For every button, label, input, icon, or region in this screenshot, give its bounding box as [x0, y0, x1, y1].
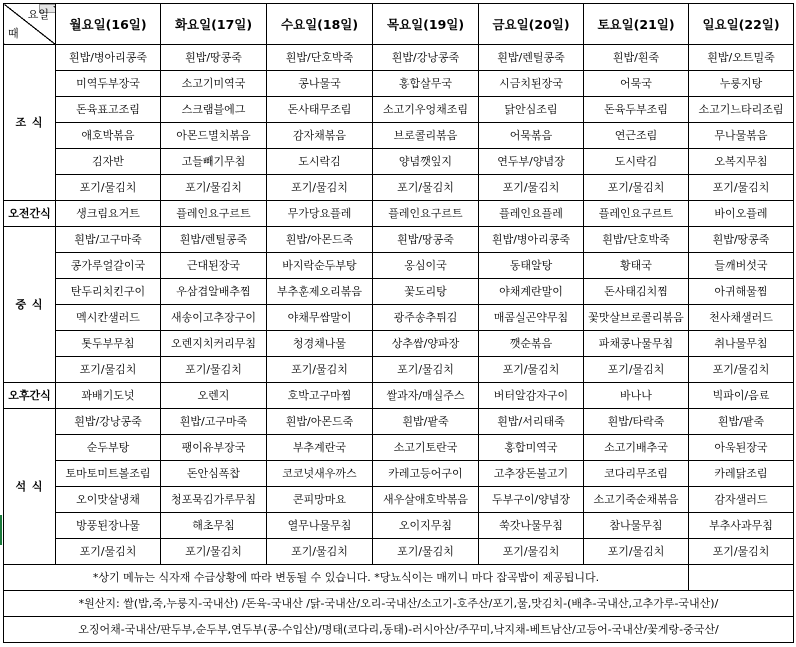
- menu-cell: 플레인요구르트: [161, 201, 267, 227]
- corner-meal-label: 때: [8, 27, 19, 40]
- note-row: [4, 565, 794, 591]
- menu-cell: 흰밥/병아리콩죽: [479, 227, 584, 253]
- menu-cell: 흰밥/강낭콩죽: [373, 45, 479, 71]
- menu-cell: 부추사과무침: [689, 513, 794, 539]
- menu-cell: 포기/물김치: [56, 539, 161, 565]
- menu-cell: 포기/물김치: [584, 357, 689, 383]
- empty-cell: [689, 565, 794, 591]
- menu-row: [4, 331, 794, 357]
- menu-cell: 스크램블에그: [161, 97, 267, 123]
- menu-cell: 김자반: [56, 149, 161, 175]
- origin-row: [4, 617, 794, 643]
- menu-cell: 버터알감자구이: [479, 383, 584, 409]
- menu-cell: 해초무침: [161, 513, 267, 539]
- menu-row: [4, 149, 794, 175]
- corner-header-cell: [4, 4, 56, 45]
- menu-cell: 흰밥/아몬드죽: [267, 227, 373, 253]
- menu-cell: 근대된장국: [161, 253, 267, 279]
- menu-cell: 동태알탕: [479, 253, 584, 279]
- menu-cell: 포기/물김치: [267, 175, 373, 201]
- menu-cell: 흰밥/오트밀죽: [689, 45, 794, 71]
- menu-cell: 흰밥/강낭콩죽: [56, 409, 161, 435]
- day-header: 월요일(16일): [56, 4, 161, 45]
- menu-cell: 탄두리치킨구이: [56, 279, 161, 305]
- menu-cell: 애호박볶음: [56, 123, 161, 149]
- menu-row: [4, 97, 794, 123]
- menu-cell: 닭안심조림: [479, 97, 584, 123]
- menu-cell: 소고기우엉채조림: [373, 97, 479, 123]
- day-header: 일요일(22일): [689, 4, 794, 45]
- menu-row: [4, 227, 794, 253]
- day-header: 금요일(20일): [479, 4, 584, 45]
- menu-cell: 무나물볶음: [689, 123, 794, 149]
- menu-cell: 오이맛살냉채: [56, 487, 161, 513]
- menu-cell: 흰밥/아몬드죽: [267, 409, 373, 435]
- menu-cell: 꽃도리탕: [373, 279, 479, 305]
- menu-cell: 돈사태무조림: [267, 97, 373, 123]
- menu-cell: 포기/물김치: [161, 539, 267, 565]
- menu-cell: 포기/물김치: [479, 539, 584, 565]
- menu-cell: 연근조림: [584, 123, 689, 149]
- menu-cell: 참나물무침: [584, 513, 689, 539]
- menu-cell: 포기/물김치: [584, 539, 689, 565]
- weekly-meal-table: [3, 3, 794, 643]
- menu-row: [4, 435, 794, 461]
- menu-row: [4, 279, 794, 305]
- menu-cell: 흰밥/단호박죽: [267, 45, 373, 71]
- day-header: 토요일(21일): [584, 4, 689, 45]
- menu-cell: 흰밥/고구마죽: [56, 227, 161, 253]
- menu-cell: 포기/물김치: [56, 175, 161, 201]
- origin-row: [4, 591, 794, 617]
- menu-cell: 포기/물김치: [689, 539, 794, 565]
- menu-cell: 돈사태김치찜: [584, 279, 689, 305]
- menu-cell: 포기/물김치: [373, 357, 479, 383]
- menu-cell: 매콤실곤약무침: [479, 305, 584, 331]
- menu-cell: 두부구이/양념장: [479, 487, 584, 513]
- menu-cell: 코코넛새우까스: [267, 461, 373, 487]
- menu-cell: 열무나물무침: [267, 513, 373, 539]
- menu-cell: 파채콩나물무침: [584, 331, 689, 357]
- menu-cell: 토마토미트볼조림: [56, 461, 161, 487]
- menu-cell: 콩나물국: [267, 71, 373, 97]
- origin-note-continued: 오징어채-국내산/판두부,순두부,연두부(콩-수입산)/명태(코다리,동태)-러시아산/주꾸미,낙지채-베트남산/고등어-국내산/꽃게랑-중국산/: [4, 617, 794, 643]
- menu-cell: 팽이유부장국: [161, 435, 267, 461]
- menu-cell: 누룽지탕: [689, 71, 794, 97]
- menu-cell: 오렌지치커리무침: [161, 331, 267, 357]
- menu-cell: 포기/물김치: [267, 357, 373, 383]
- menu-cell: 아욱된장국: [689, 435, 794, 461]
- menu-cell: 새우살애호박볶음: [373, 487, 479, 513]
- menu-cell: 우삼겹알배추찜: [161, 279, 267, 305]
- menu-cell: 흰밥/서리태죽: [479, 409, 584, 435]
- menu-cell: 흰밥/땅콩죽: [373, 227, 479, 253]
- menu-cell: 콩가루얼갈이국: [56, 253, 161, 279]
- menu-cell: 소고기토란국: [373, 435, 479, 461]
- menu-cell: 천사채샐러드: [689, 305, 794, 331]
- menu-cell: 꽈배기도넛: [56, 383, 161, 409]
- menu-cell: 흰밥/고구마죽: [161, 409, 267, 435]
- menu-row: [4, 409, 794, 435]
- menu-cell: 소고기죽순채볶음: [584, 487, 689, 513]
- menu-cell: 아귀해물찜: [689, 279, 794, 305]
- menu-cell: 카레닭조림: [689, 461, 794, 487]
- menu-cell: 빅파이/음료: [689, 383, 794, 409]
- meal-label: 석 식: [4, 409, 56, 565]
- menu-row: [4, 305, 794, 331]
- menu-cell: 돈육표고조림: [56, 97, 161, 123]
- menu-cell: 고추장돈불고기: [479, 461, 584, 487]
- menu-row: [4, 253, 794, 279]
- menu-cell: 방풍된장나물: [56, 513, 161, 539]
- menu-cell: 브로콜리볶음: [373, 123, 479, 149]
- menu-row: [4, 461, 794, 487]
- menu-cell: 새송이고추장구이: [161, 305, 267, 331]
- origin-note: *원산지: 쌀(밥,죽,누룽지-국내산) /돈육-국내산 /닭-국내산/오리-국내산/소고기-호주산/포기,물,맛김치-(배추-국내산,고추가루-국내산)/: [4, 591, 794, 617]
- menu-cell: 포기/물김치: [161, 357, 267, 383]
- menu-cell: 플레인요플레: [479, 201, 584, 227]
- menu-cell: 취나물무침: [689, 331, 794, 357]
- menu-cell: 홍합미역국: [479, 435, 584, 461]
- menu-cell: 고들빼기무침: [161, 149, 267, 175]
- menu-cell: 흰밥/땅콩죽: [689, 227, 794, 253]
- menu-cell: 콘피망마요: [267, 487, 373, 513]
- meal-label: 중 식: [4, 227, 56, 383]
- menu-cell: 카레고등어구이: [373, 461, 479, 487]
- snack-label: 오후간식: [4, 383, 56, 409]
- menu-cell: 청포묵김가루무침: [161, 487, 267, 513]
- menu-cell: 흰밥/단호박죽: [584, 227, 689, 253]
- menu-row: [4, 123, 794, 149]
- menu-cell: 부추계란국: [267, 435, 373, 461]
- menu-cell: 미역두부장국: [56, 71, 161, 97]
- day-header: 수요일(18일): [267, 4, 373, 45]
- header-row: [4, 4, 794, 45]
- menu-cell: 홍합살무국: [373, 71, 479, 97]
- menu-cell: 바나나: [584, 383, 689, 409]
- menu-row: [4, 513, 794, 539]
- menu-cell: 어묵국: [584, 71, 689, 97]
- menu-cell: 오복지무침: [689, 149, 794, 175]
- day-header: 화요일(17일): [161, 4, 267, 45]
- menu-cell: 부추훈제오리볶음: [267, 279, 373, 305]
- menu-cell: 포기/물김치: [267, 539, 373, 565]
- menu-cell: 오이지무침: [373, 513, 479, 539]
- menu-row: [4, 45, 794, 71]
- menu-cell: 플레인요구르트: [373, 201, 479, 227]
- snack-row: [4, 201, 794, 227]
- menu-cell: 플레인요구르트: [584, 201, 689, 227]
- meal-label: 조 식: [4, 45, 56, 201]
- menu-cell: 코다리무조림: [584, 461, 689, 487]
- menu-cell: 청경채나물: [267, 331, 373, 357]
- menu-cell: 황태국: [584, 253, 689, 279]
- menu-cell: 연두부/양념장: [479, 149, 584, 175]
- day-header: 목요일(19일): [373, 4, 479, 45]
- menu-cell: 야채계란말이: [479, 279, 584, 305]
- menu-cell: 흰밥/팥죽: [689, 409, 794, 435]
- menu-cell: 흰밥/흰죽: [584, 45, 689, 71]
- menu-cell: 감자샐러드: [689, 487, 794, 513]
- menu-cell: 포기/물김치: [689, 357, 794, 383]
- corner-day-label: 요일: [27, 8, 49, 21]
- menu-cell: 쌀과자/매실주스: [373, 383, 479, 409]
- menu-cell: 들깨버섯국: [689, 253, 794, 279]
- menu-cell: 아몬드멸치볶음: [161, 123, 267, 149]
- menu-cell: 흰밥/땅콩죽: [161, 45, 267, 71]
- menu-row: [4, 71, 794, 97]
- menu-cell: 호박고구마찜: [267, 383, 373, 409]
- menu-cell: 쑥갓나물무침: [479, 513, 584, 539]
- menu-cell: 흰밥/병아리콩죽: [56, 45, 161, 71]
- menu-cell: 순두부탕: [56, 435, 161, 461]
- menu-cell: 꽃맛살브로콜리볶음: [584, 305, 689, 331]
- menu-cell: 옹심이국: [373, 253, 479, 279]
- menu-change-note: *상기 메뉴는 식자재 수급상황에 따라 변동될 수 있습니다. *당뇨식이는 매끼니 마다 잡곡밥이 제공됩니다.: [4, 565, 689, 591]
- menu-row: [4, 357, 794, 383]
- menu-cell: 소고기미역국: [161, 71, 267, 97]
- menu-cell: 깻순볶음: [479, 331, 584, 357]
- menu-cell: 톳두부무침: [56, 331, 161, 357]
- snack-label: 오전간식: [4, 201, 56, 227]
- menu-cell: 소고기배추국: [584, 435, 689, 461]
- menu-cell: 포기/물김치: [161, 175, 267, 201]
- menu-cell: 멕시칸샐러드: [56, 305, 161, 331]
- menu-cell: 양념깻잎지: [373, 149, 479, 175]
- menu-cell: 포기/물김치: [689, 175, 794, 201]
- menu-cell: 소고기느타리조림: [689, 97, 794, 123]
- menu-row: [4, 539, 794, 565]
- menu-cell: 포기/물김치: [373, 539, 479, 565]
- menu-cell: 야채무쌈말이: [267, 305, 373, 331]
- menu-cell: 감자채볶음: [267, 123, 373, 149]
- menu-cell: 시금치된장국: [479, 71, 584, 97]
- menu-cell: 오렌지: [161, 383, 267, 409]
- menu-cell: 무가당요플레: [267, 201, 373, 227]
- sheet-edge-marker: [0, 515, 2, 545]
- menu-cell: 흰밥/렌틸콩죽: [161, 227, 267, 253]
- menu-cell: 포기/물김치: [584, 175, 689, 201]
- menu-cell: 포기/물김치: [56, 357, 161, 383]
- menu-cell: 상추쌈/양파장: [373, 331, 479, 357]
- menu-cell: 광주송추튀김: [373, 305, 479, 331]
- menu-row: [4, 487, 794, 513]
- menu-cell: 흰밥/타락죽: [584, 409, 689, 435]
- menu-cell: 도시락김: [267, 149, 373, 175]
- menu-cell: 돈안심폭찹: [161, 461, 267, 487]
- menu-cell: 바이오플레: [689, 201, 794, 227]
- menu-cell: 흰밥/팥죽: [373, 409, 479, 435]
- menu-cell: 도시락김: [584, 149, 689, 175]
- menu-cell: 바지락순두부탕: [267, 253, 373, 279]
- menu-cell: 어묵볶음: [479, 123, 584, 149]
- menu-cell: 포기/물김치: [479, 175, 584, 201]
- menu-cell: 포기/물김치: [479, 357, 584, 383]
- snack-row: [4, 383, 794, 409]
- menu-cell: 포기/물김치: [373, 175, 479, 201]
- menu-row: [4, 175, 794, 201]
- menu-cell: 흰밥/렌틸콩죽: [479, 45, 584, 71]
- menu-cell: 돈육두부조림: [584, 97, 689, 123]
- menu-cell: 생크림요거트: [56, 201, 161, 227]
